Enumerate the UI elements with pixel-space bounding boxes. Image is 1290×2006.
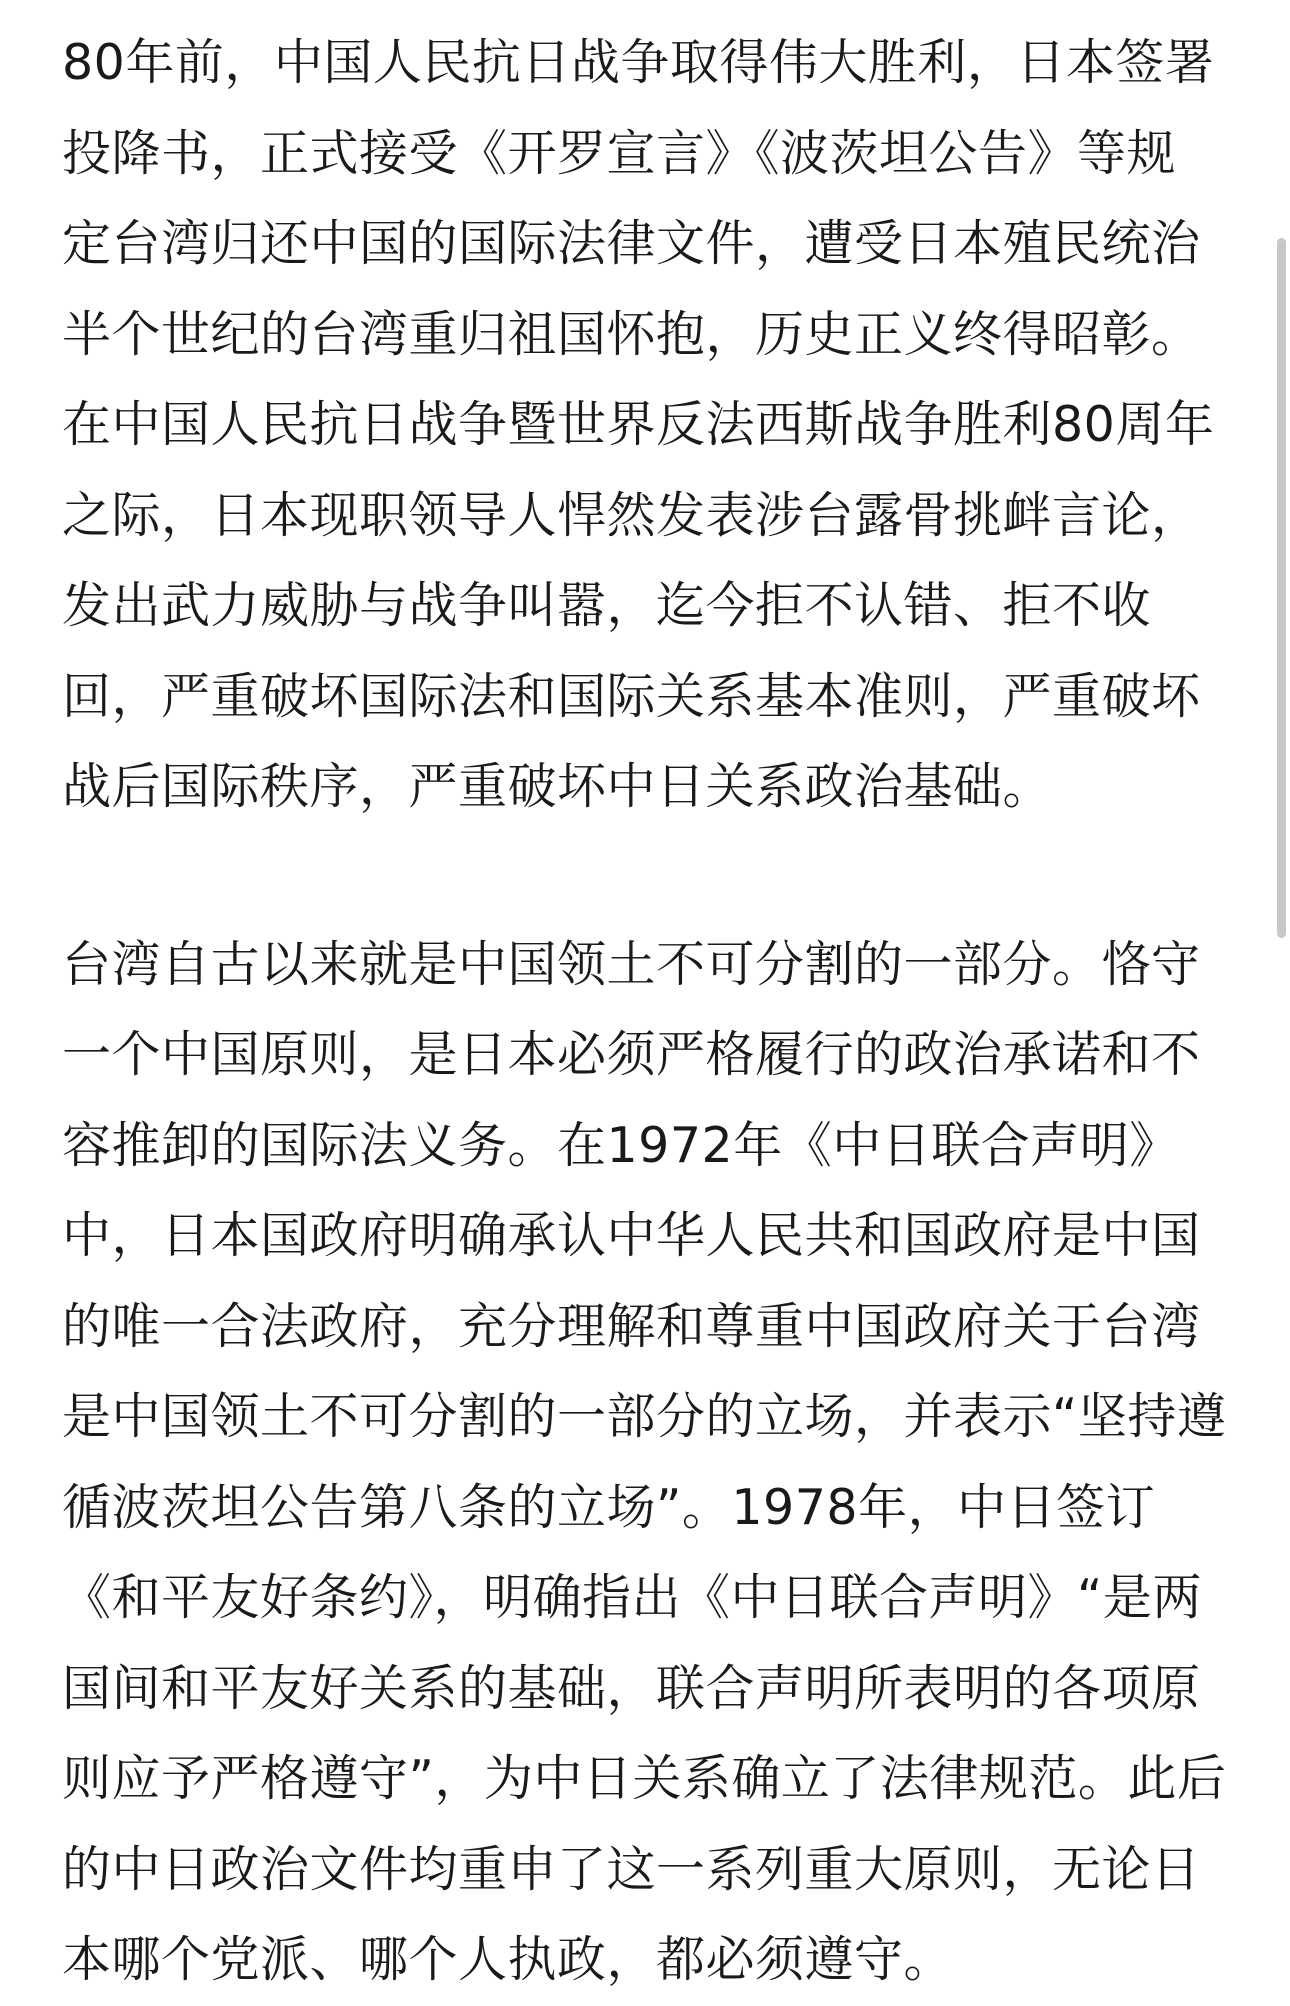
text-line: 是中国领土不可分割的一部分的立场，并表示“坚持遵 bbox=[62, 1388, 1227, 1445]
text-line: 发出武力威胁与战争叫嚣，迄今拒不认错、拒不收 bbox=[62, 577, 1152, 634]
text-line: 投降书，正式接受《开罗宣言》《波茨坦公告》等规 bbox=[62, 124, 1177, 182]
text-line: 本哪个党派、哪个人执政，都必须遵守。 bbox=[62, 1931, 954, 1988]
vertical-scrollbar[interactable] bbox=[1274, 0, 1290, 1966]
text-line: 战后国际秩序，严重破坏中日关系政治基础。 bbox=[62, 758, 1053, 815]
text-line: 则应予严格遵守”，为中日关系确立了法律规范。此后 bbox=[62, 1750, 1227, 1807]
article-body bbox=[62, 18, 1242, 2006]
text-line: 中，日本国政府明确承认中华人民共和国政府是中国 bbox=[62, 1207, 1201, 1264]
text-line: 《和平友好条约》，明确指出《中日联合声明》“是两 bbox=[62, 1569, 1202, 1626]
text-line: 半个世纪的台湾重归祖国怀抱，历史正义终得昭彰。 bbox=[62, 305, 1201, 363]
text-line: 80年前，中国人民抗日战争取得伟大胜利，日本签署 bbox=[62, 34, 1215, 91]
text-line: 一个中国原则，是日本必须严格履行的政治承诺和不 bbox=[62, 1026, 1201, 1083]
paragraph-2 bbox=[62, 920, 1242, 2006]
text-line: 回，严重破坏国际法和国际关系基本准则，严重破坏 bbox=[62, 667, 1201, 725]
text-line: 定台湾归还中国的国际法律文件，遭受日本殖民统治 bbox=[62, 215, 1201, 272]
text-line: 的唯一合法政府，充分理解和尊重中国政府关于台湾 bbox=[62, 1297, 1201, 1355]
text-line: 台湾自古以来就是中国领土不可分割的一部分。恪守 bbox=[62, 935, 1201, 993]
paragraph-spacer bbox=[62, 833, 1242, 920]
text-line: 的中日政治文件均重申了这一系列重大原则，无论日 bbox=[62, 1840, 1201, 1898]
text-line: 在中国人民抗日战争暨世界反法西斯战争胜利80周年 bbox=[62, 396, 1215, 453]
text-line: 容推卸的国际法义务。在1972年《中日联合声明》 bbox=[62, 1116, 1179, 1174]
paragraph-1 bbox=[62, 18, 1242, 833]
scrollbar-thumb[interactable] bbox=[1277, 238, 1286, 938]
text-line: 之际，日本现职领导人悍然发表涉台露骨挑衅言论， bbox=[62, 486, 1201, 544]
text-line: 国间和平友好关系的基础，联合声明所表明的各项原 bbox=[62, 1659, 1201, 1717]
text-line: 循波茨坦公告第八条的立场”。1978年，中日签订 bbox=[62, 1478, 1156, 1536]
